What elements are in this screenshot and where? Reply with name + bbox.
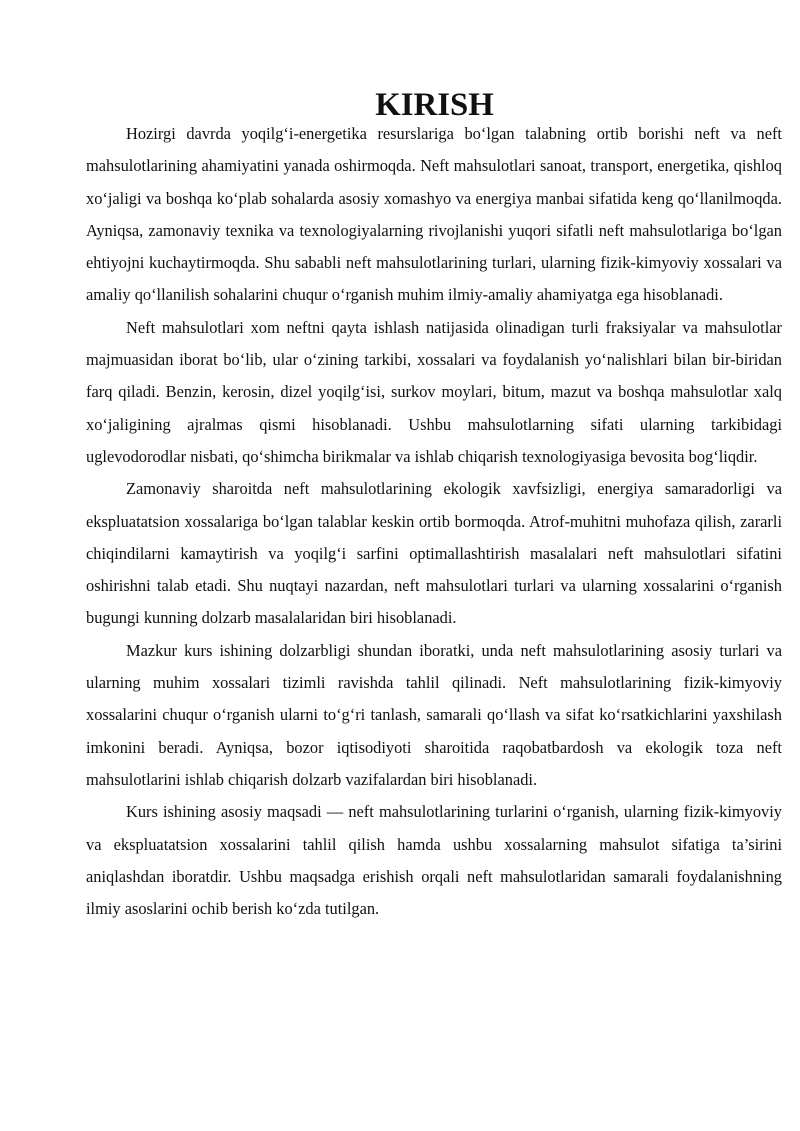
paragraph-5: Kurs ishining asosiy maqsadi — neft mahsulotlarining turlarini o‘rganish, ularning fizik-kimyoviy va ekspluatatsion xossalarini tahlil qilish hamda ushbu xossalarning mahsulot sifatiga ta’sirini aniqlashdan iboratdir. Ushbu maqsadga erishish orqali neft mahsulotlaridan samarali foydalanishning ilmiy asoslarini ochib berish ko‘zda tutilgan. [86,802,782,919]
document-body [86,87,782,925]
paragraph-2: Neft mahsulotlari xom neftni qayta ishlash natijasida olinadigan turli fraksiyalar va mahsulotlar majmuasidan iborat bo‘lib, ular o‘zining tarkibi, xossalari va foydalanish yo‘nalishlari bilan bir-biridan farq qiladi. Benzin, kerosin, dizel yoqilg‘isi, surkov moylari, bitum, mazut va boshqa mahsulotlar xalq xo‘jaligining ajralmas qismi hisoblanadi. Ushbu mahsulotlarning sifati ularning tarkibidagi uglevodorodlar nisbati, qo‘shimcha birikmalar va ishlab chiqarish texnologiyasiga bevosita bog‘liqdir. [86,317,782,466]
page-title: KIRISH [375,87,494,123]
paragraph-4: Mazkur kurs ishining dolzarbligi shundan iboratki, unda neft mahsulotlarining asosiy turlari va ularning muhim xossalari tizimli ravishda tahlil qilinadi. Neft mahsulotlarining fizik-kimyoviy xossalarini chuqur o‘rganish ularni to‘g‘ri tanlash, samarali qo‘llash va sifat ko‘rsatkichlarini yaxshilash imkonini beradi. Ayniqsa, bozor iqtisodiyoti sharoitida raqobatbardosh va ekologik toza neft mahsulotlarini ishlab chiqarish dolzarb vazifalardan biri hisoblanadi. [86,640,782,789]
paragraph-1: Hozirgi davrda yoqilg‘i-energetika resurslariga bo‘lgan talabning ortib borishi neft va neft mahsulotlarining ahamiyatini yanada oshirmoqda. Neft mahsulotlari sanoat, transport, energetika, qishloq xo‘jaligi va boshqa ko‘plab sohalarda asosiy xomashyo va energiya manbai sifatida keng qo‘llanilmoqda. Ayniqsa, zamonaviy texnika va texnologiyalarning rivojlanishi yuqori sifatli neft mahsulotlariga bo‘lgan ehtiyojni kuchaytirmoqda. Shu sababli neft mahsulotlarining turlari, ularning fizik-kimyoviy xossalari va amaliy qo‘llanilish sohalarini chuqur o‘rganish muhim ilmiy-amaliy ahamiyatga ega hisoblanadi. [86,124,782,305]
paragraph-3: Zamonaviy sharoitda neft mahsulotlarining ekologik xavfsizligi, energiya samaradorligi va ekspluatatsion xossalariga bo‘lgan talablar keskin ortib bormoqda. Atrof-muhitni muhofaza qilish, zararli chiqindilarni kamaytirish va yoqilg‘i sarfini optimallashtirish masalalari neft mahsulotlari sifatini oshirishni talab etadi. Shu nuqtayi nazardan, neft mahsulotlari turlari va ularning xossalarini o‘rganish bugungi kunning dolzarb masalalaridan biri hisoblanadi. [86,479,782,628]
